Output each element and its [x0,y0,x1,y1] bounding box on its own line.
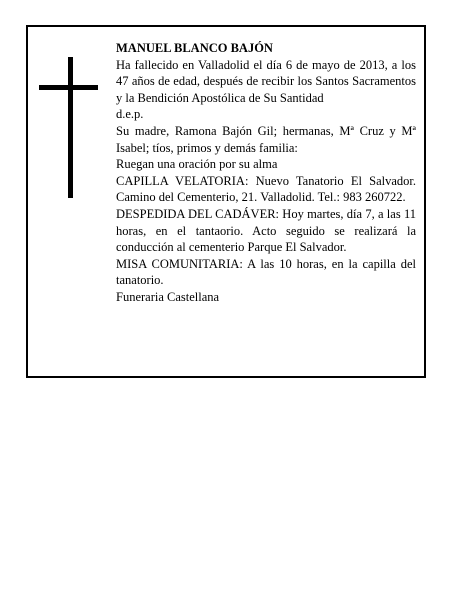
dep-abbreviation: d.e.p. [116,107,144,122]
prayer-request: Ruegan una oración por su alma [116,157,278,172]
chapel-info: CAPILLA VELATORIA: Nuevo Tanatorio El Salvador. Camino del Cementerio, 21. Valladolid. Tel.: 983 260722. [116,173,416,205]
death-info: Ha fallecido en Valladolid el día 6 de mayo de 2013, a los 47 años de edad, después de recibir los Santos Sacramentos y la Bendición Apostólica de Su Santidad [116,57,416,105]
cross-horizontal-bar [39,85,98,90]
mass-info: MISA COMUNITARIA: A las 10 horas, en la capilla del tanatorio. [116,256,416,288]
deceased-name: MANUEL BLANCO BAJÓN [116,41,273,55]
obituary-notice [26,25,426,378]
family-members: Su madre, Ramona Bajón Gil; hermanas, Mª Cruz y Mª Isabel; tíos, primos y demás familia: [116,123,416,155]
cross-vertical-bar [68,57,73,198]
obituary-text [116,40,416,306]
funeral-home: Funeraria Castellana [116,289,220,304]
farewell-info: DESPEDIDA DEL CADÁVER: Hoy martes, día 7, a las 11 horas, en el tantaorio. Acto seguido se realizará la conducción al cementerio Parque El Salvador. [116,206,416,255]
